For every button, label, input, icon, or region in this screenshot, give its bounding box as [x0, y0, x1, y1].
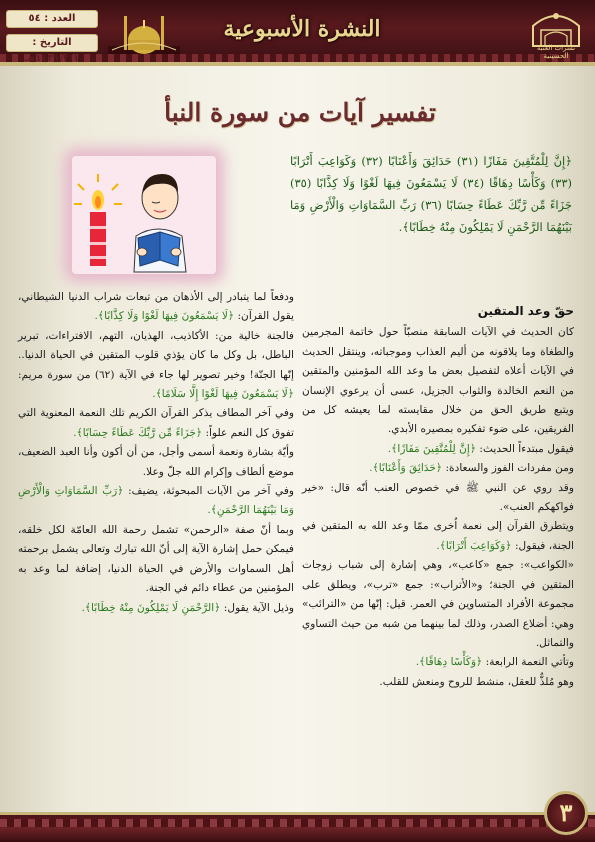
footer-pattern-band — [0, 819, 595, 827]
paragraph-text: وذيل الآية يقول: — [223, 601, 294, 614]
paragraph-text: ويتطرق القرآن إلى نعمة اُخرى ممّا وعد الله به المتقين في الجنة، فيقول: — [302, 520, 574, 552]
magazine-header — [0, 0, 595, 66]
quranic-verse-block: ﴿إِنَّ لِلْمُتَّقِينَ مَفَازًا (٣١) حَدَائِقَ وَأَعْنَابًا (٣٢) وَكَوَاعِبَ أَتْرَابًا (٣٣) وَكَأْسًا دِهَاقًا (٣٤) لَا يَسْمَعُونَ فِيهَا لَغْوًا وَلَا كِذَّابًا (٣٥) جَزَاءً مِّن رَّبِّكَ عَطَاءً حِسَابًا (٣٦) رَبِّ السَّمَاوَاتِ وَالْأَرْضِ وَمَا بَيْنَهُمَا الرَّحْمَنِ لَا يَمْلِكُونَ مِنْهُ خِطَابًا﴾. — [290, 154, 573, 234]
paragraph-text: وفي آخر من الآيات المبحوثة، يضيف: — [128, 485, 294, 498]
paragraph: وبما أنّ صفة «الرحمن» تشمل رحمة الله العامّة لكل خلقه، فيمكن حمل إشارة الآية إلى أنّ الله تبارك وتعالى يشمل برحمته أهل السماوات والأرض في الحياة الدنيا، إضافة لما وعد به المؤمنين من عطاء دائم في الجنة. — [18, 523, 294, 595]
paragraph-text: وتأتي النعمة الرابعة: — [485, 656, 574, 669]
paragraph: وقد روي عن النبي ﷺ في خصوص العنب أنّه قال: «خير فواكهكم العنب». — [302, 481, 574, 514]
left-text-column — [18, 288, 294, 618]
verse-quote: ﴿وَكَوَاعِبَ أَتْرَابًا﴾. — [436, 539, 512, 552]
paragraph-text: فالجنة خالية من: الأكاذيب، الهذيان، التهم، الافتراءات، تبرير الباطل، بل وكل ما كان يؤذي قلوب المتقين في الحياة الدنيا.. إنّها الجنّة! وخير تصوير لها جاء في الآية (٦٢) من سورة مريم: — [18, 329, 294, 381]
paragraph — [18, 327, 294, 405]
shrine-dome-icon — [104, 6, 184, 60]
verse-quote: ﴿رَبِّ السَّمَاوَاتِ وَالْأَرْضِ وَمَا بَيْنَهُمَا الرَّحْمَنِ﴾. — [18, 485, 294, 517]
page-footer — [0, 812, 595, 842]
magazine-title: النشرة الأسبوعية — [223, 16, 381, 42]
boy-reading-image — [72, 156, 216, 274]
paragraph: وهو مُلذٌّ للعقل، منشط للروح ومنعش للقلب. — [379, 675, 574, 688]
reading-boy-illustration — [72, 156, 216, 274]
paragraph — [18, 404, 294, 443]
verse-quote: ﴿الرَّحْمَنِ لَا يَمْلِكُونَ مِنْهُ خِطَابًا﴾. — [81, 601, 221, 614]
paragraph — [302, 517, 574, 556]
header-pattern-band — [0, 54, 595, 62]
paragraph: «الكواعب»: جمع «كاعب»، وهي إشارة إلى شباب زوجات المتقين في الجنة؛ و«الأتراب»: جمع «ترب»، ويطلق على مجموعة الأفراد المتساوين في العمر. قيل: إنّها من «الترائب» وهي: أضلاع الصدر، وذلك لما بينهما من شبه من حيث التساوي والتماثل. — [302, 559, 574, 649]
paragraph: وأيّة بشارة ونعمة أسمى وأجل، من أن أكون وأنا العبد الضعيف، موضع ألطاف وإكرام الله جلّ وعلا. — [18, 446, 294, 478]
paragraph — [18, 599, 294, 618]
paragraph — [302, 440, 574, 459]
verse-quote: ﴿إِنَّ لِلْمُتَّقِينَ مَفَازًا﴾. — [387, 442, 477, 455]
issue-date-label: التاريخ : ١٤٣١/٢/١هـ — [6, 34, 98, 52]
paragraph — [18, 288, 294, 327]
logo-caption: نشرات العتبة الحسينية — [536, 44, 576, 60]
paragraph-text: ومن مفردات الفوز والسعادة: — [445, 462, 574, 475]
paragraph — [302, 653, 574, 672]
publisher-logo — [527, 4, 585, 60]
paragraph — [302, 459, 574, 478]
verse-quote: ﴿حَدَائِقَ وَأَعْنَابًا﴾. — [369, 462, 443, 475]
issue-number-label: العدد : ٥٤ — [6, 10, 98, 28]
page-number-badge: ٣ — [544, 791, 588, 835]
article-title: تفسير آيات من سورة النبأ — [164, 98, 436, 127]
right-text-column — [302, 302, 574, 692]
paragraph-text: ودفعاً لما يتبادر إلى الأذهان من تبعات شراب الدنيا الشيطاني، يقول القرآن: — [18, 291, 294, 323]
paragraph — [18, 482, 294, 521]
verse-quote: ﴿لَا يَسْمَعُونَ فِيهَا لَغْوًا وَلَا كِذَّابًا﴾. — [94, 310, 235, 323]
verse-quote: ﴿وَكَأْسًا دِهَاقًا﴾. — [415, 656, 483, 669]
paragraph: كان الحديث في الآيات السابقة منصبّاً حول خاتمة المجرمين والطغاة وما يلاقونه من أليم العذاب وموجباته، وينتقل الحديث في الآيات أعلاه لتفصيل بعض ما وعد الله المؤمنين والمتقين من النعم الخالدة والثواب الجزيل، عسى أن يرعوي الإنسان ويتبع طريق الحق من خلال مقايسته لما يعيشه كل من الفريقين، على ضوء تفكيره بمصيره الأبدي. — [302, 326, 574, 436]
verse-quote: ﴿جَزَاءً مِّن رَّبِّكَ عَطَاءً حِسَابًا﴾. — [73, 426, 203, 439]
paragraph-text: فيقول مبتدءاً الحديث: — [479, 442, 574, 455]
verse-quote: ﴿لَا يَسْمَعُونَ فِيهَا لَغْوًا إِلَّا سَلَامًا﴾. — [152, 388, 294, 401]
section-heading: حقّ وعد المتقين — [477, 304, 574, 318]
paragraph-text: وفي آخر المطاف يذكر القرآن الكريم تلك النعمة المعنوية التي تفوق كل النعم علواً: — [18, 407, 294, 439]
